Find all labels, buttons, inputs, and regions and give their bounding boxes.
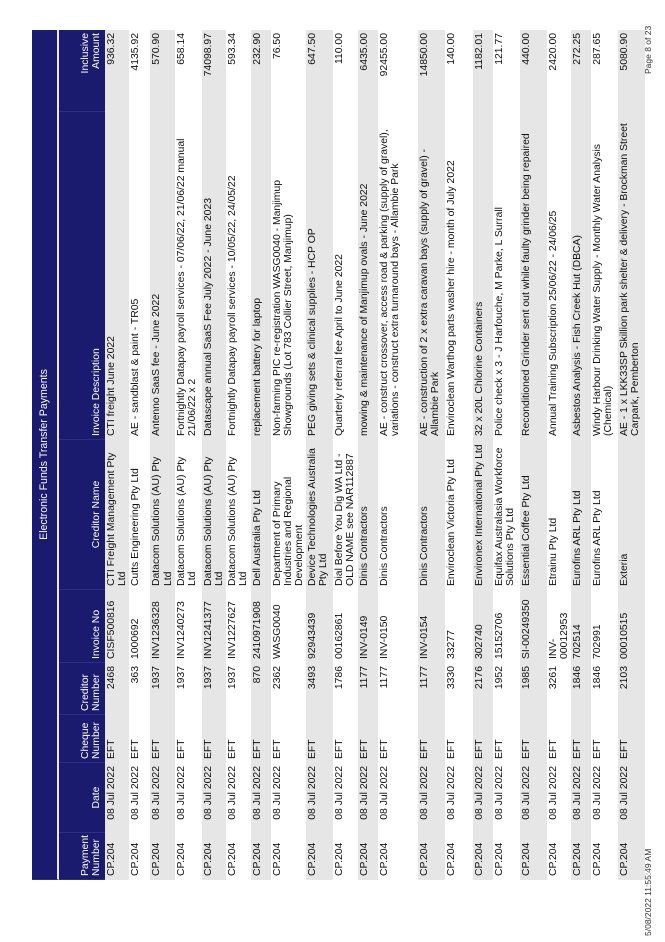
cell-date: 08 Jul 2022 [592,766,604,820]
cell-invoice-no: CISF500816 [105,590,129,663]
cell-payment-number: CP.204 [592,842,604,876]
column-header-row [59,30,105,880]
cell-creditor-number: 1952 [493,666,505,690]
cell-inclusive-amount: 4135.92 [130,33,142,71]
cell-inclusive-amount: 92455.00 [378,33,390,77]
cell-payment-number: CP.204 [445,842,457,876]
cell-invoice-description: Non-farming PIC re-registration WASG0040 - Manjimup Showgrounds (Lot 783 Collier Street, Manjimup) [271,179,294,436]
cell-date: 08 Jul 2022 [493,766,505,820]
cell-cheque-number: EFT [306,715,333,763]
table-row [251,30,271,880]
cell-invoice-description: Windy Harbour Drinking Water Supply - Monthly Water Analysis (Chemical) [592,144,615,436]
table-row [591,30,618,880]
cell-invoice-description: Fortnightly Datapay payroll services - 10/05/22, 24/05/22 [227,175,239,436]
col-creditor-name: Creditor Name [59,440,105,590]
cell-invoice-description: Reconditioned Grinder sent out while faulty grinder being repaired [520,112,547,440]
cell-creditor-name: Dinis Contractors [418,440,445,590]
cell-date: 08 Jul 2022 [306,763,333,833]
cell-creditor-number: 363 [130,666,142,684]
table-row [175,30,202,880]
cell-invoice-no: INV1240273 [175,601,187,659]
cell-creditor-number: 2362 [271,666,283,690]
cell-creditor-number: 3493 [306,663,333,715]
cell-payment-number: CP.204 [520,833,547,880]
cell-payment-number: CP.204 [493,842,505,876]
col-inclusive-amount: Inclusive Amount [59,30,105,112]
cell-payment-number: CP.204 [358,833,378,880]
cell-creditor-name: Datacom Solutions (AU) Pty Ltd [175,456,199,586]
cell-creditor-name: Datacom Solutions (AU) Pty Ltd [227,456,250,586]
cell-invoice-description: Datascape annual SaaS Fee July 2022 - June 2023 [202,112,226,440]
cell-inclusive-amount: 1182.01 [473,30,493,112]
cell-date: 08 Jul 2022 [473,763,493,833]
cell-date: 08 Jul 2022 [271,766,283,820]
cell-creditor-name: Cutts Engineering Pty Ltd [130,468,142,586]
cell-creditor-number: 1985 [520,663,547,715]
cell-payment-number: CP.204 [473,833,493,880]
cell-creditor-name: Essential Coffee Pty Ltd [520,440,547,590]
cell-payment-number: CP.204 [202,833,226,880]
cell-cheque-number: EFT [571,715,591,763]
col-invoice-description: Invoice Description [59,112,105,440]
cell-invoice-no: SI-00249350 [520,590,547,663]
cell-date: 08 Jul 2022 [150,763,174,833]
cell-inclusive-amount: 232.90 [251,30,271,112]
cell-cheque-number: EFT [202,715,226,763]
cell-creditor-name: Dell Australia Pty Ltd [251,440,271,590]
cell-invoice-description: 32 x 20L Chlorine Containers [473,112,493,440]
cell-date: 08 Jul 2022 [202,763,226,833]
cell-payment-number: CP.204 [130,842,142,876]
cell-invoice-description: Police check x 3 - J Harfouche, M Parke, L Surrall [493,207,505,436]
col-date: Date [59,763,105,833]
cell-cheque-number: EFT [251,715,271,763]
cell-invoice-description: Annual Training Subscription 25/06/22 - 24/06/25 [547,210,559,436]
cell-creditor-number: 1177 [418,663,445,715]
cell-inclusive-amount: 440.00 [520,30,547,112]
cell-creditor-number: 1786 [334,666,346,690]
cell-inclusive-amount: 14850.00 [418,30,445,112]
cell-date: 08 Jul 2022 [334,766,346,820]
cell-invoice-description: AE - construction of 2 x extra caravan bays (supply of gravel) - Allambie Park [418,112,445,440]
cell-invoice-no: 2410971908 [251,590,271,663]
cell-invoice-no: INV-0150 [378,615,390,659]
cell-creditor-number: 1937 [150,663,174,715]
cell-invoice-no: INV1241377 [202,590,226,663]
footer-page-number: Page 8 of 23 [643,25,653,74]
cell-payment-number: CP.204 [227,842,239,876]
cell-inclusive-amount: 287.65 [592,33,604,65]
cell-invoice-no: INV1236328 [150,590,174,663]
cell-creditor-name: Datacom Solutions (AU) Pty Ltd [150,440,174,590]
cell-payment-number: CP.204 [150,833,174,880]
cell-inclusive-amount: 121.77 [493,33,505,65]
table-row [271,30,307,880]
cell-payment-number: CP.204 [418,833,445,880]
cell-cheque-number: EFT [130,739,142,759]
col-cheque-number: Cheque Number [59,715,105,763]
table-row [226,30,250,880]
cell-creditor-number: 3330 [445,666,457,690]
cell-creditor-number: 2176 [473,663,493,715]
cell-invoice-no: INV-0149 [358,590,378,663]
cell-creditor-number: 1937 [202,663,226,715]
table-row [358,30,378,880]
cell-payment-number: CP.204 [306,833,333,880]
cell-invoice-no: 15152706 [493,612,505,659]
cell-date: 08 Jul 2022 [445,766,457,820]
col-creditor-number: Creditor Number [59,663,105,715]
cell-date: 08 Jul 2022 [618,763,645,833]
cell-cheque-number: EFT [378,739,390,759]
cell-invoice-no: WASG0040 [271,604,283,659]
table-row [378,30,418,880]
cell-cheque-number: EFT [227,739,239,759]
table-row [547,30,571,880]
cell-inclusive-amount: 658.14 [175,33,187,65]
cell-payment-number: CP.204 [571,833,591,880]
cell-creditor-name: Equifax Australasia Workforce Solutions Pty Ltd [493,447,516,586]
footer-timestamp: 5/08/2022 11:55:49 AM [643,848,653,936]
cell-cheque-number: EFT [547,739,559,759]
cell-invoice-description: CTI freight June 2022 [105,112,129,440]
cell-inclusive-amount: 110.00 [334,33,346,65]
cell-cheque-number: EFT [520,715,547,763]
cell-creditor-number: 2103 [618,663,645,715]
table-row [333,30,357,880]
cell-invoice-no: INV-0154 [418,590,445,663]
table-row [202,30,226,880]
table-row [618,30,645,880]
cell-cheque-number: EFT [592,739,604,759]
cell-date: 08 Jul 2022 [105,763,129,833]
cell-invoice-no: INV1227627 [227,601,239,659]
cell-payment-number: CP.204 [251,833,271,880]
cell-invoice-no: 1000692 [130,618,142,659]
cell-creditor-name: Exteria [618,440,645,590]
cell-cheque-number: EFT [358,715,378,763]
cell-date: 08 Jul 2022 [358,763,378,833]
eft-payments-table [32,30,645,880]
cell-date: 08 Jul 2022 [378,766,390,820]
cell-invoice-description: Antenno SaaS fee - June 2022 [150,112,174,440]
table-row [150,30,174,880]
col-invoice-no: Invoice No [59,590,105,663]
cell-cheque-number: EFT [150,715,174,763]
cell-date: 08 Jul 2022 [547,766,559,820]
cell-date: 08 Jul 2022 [227,766,239,820]
table-row [129,30,150,880]
cell-date: 08 Jul 2022 [571,763,591,833]
cell-inclusive-amount: 6435.00 [358,30,378,112]
cell-creditor-name: Device Technologies Australia Pty Ltd [306,440,333,590]
cell-payment-number: CP.204 [271,842,283,876]
cell-creditor-name: Etrainu Pty Ltd [547,517,559,586]
cell-invoice-description: Enviroclean Warthog parts washer hire - month of July 2022 [445,160,457,436]
cell-invoice-description: replacement battery for laptop [251,112,271,440]
cell-creditor-number: 1937 [227,666,239,690]
cell-date: 08 Jul 2022 [130,766,142,820]
cell-date: 08 Jul 2022 [520,763,547,833]
cell-inclusive-amount: 76.50 [271,33,283,60]
cell-creditor-name: CTI Freight Management Pty Ltd [105,440,129,590]
cell-creditor-name: Dial Before You Dig WA Ltd - OLD NAME see NAR112887 [334,453,357,586]
cell-inclusive-amount: 593.34 [227,33,239,65]
cell-invoice-no: INV-00012953 [547,612,570,659]
cell-invoice-no: 302740 [473,590,493,663]
cell-cheque-number: EFT [473,715,493,763]
cell-payment-number: CP.204 [618,833,645,880]
cell-payment-number: CP.204 [334,842,346,876]
table-row [473,30,493,880]
table-row [105,30,129,880]
cell-invoice-description: PEG giving sets & clinical supplies - HCP OP [306,112,333,440]
cell-inclusive-amount: 140.00 [445,33,457,65]
cell-invoice-no: 00010515 [618,590,645,663]
cell-invoice-no: 00162861 [334,612,346,659]
cell-creditor-name: Dinis Contractors [378,506,390,586]
cell-creditor-number: 3261 [547,666,559,690]
cell-invoice-no: 92943439 [306,590,333,663]
table-row [306,30,333,880]
cell-invoice-description: AE - construct crossover, access road & parking (supply of gravel), variations - construct extra turnaround bays - Allambie Park [378,129,401,436]
cell-cheque-number: EFT [445,739,457,759]
cell-inclusive-amount: 936.32 [105,30,129,112]
cell-creditor-number: 1846 [571,663,591,715]
cell-cheque-number: EFT [175,739,187,759]
col-payment-number: Payment Number [59,833,105,880]
cell-date: 08 Jul 2022 [175,766,187,820]
cell-creditor-name: Enviroclean Victoria Pty Ltd [445,459,457,586]
cell-payment-number: CP.204 [175,842,187,876]
cell-invoice-description: Asbestos Analysis - Fish Creek Hut (DBCA) [571,112,591,440]
table-row [445,30,473,880]
cell-inclusive-amount: 5080.90 [618,30,645,112]
cell-invoice-description: AE - sandblast & paint - TR05 [130,298,142,436]
cell-creditor-name: Department of Primary Industries and Regional Development [271,476,306,586]
cell-invoice-description: Fortnightly Datapay payroll services - 07/06/22, 21/06/22 manual 21/06/22 x 2 [175,138,199,436]
cell-payment-number: CP.204 [547,842,559,876]
cell-creditor-name: Datacom Solutions (AU) Pty Ltd [202,440,226,590]
cell-inclusive-amount: 570.90 [150,30,174,112]
cell-creditor-number: 1846 [592,666,604,690]
cell-creditor-name: Environex International Pty Ltd [473,440,493,590]
cell-invoice-no: 702514 [571,590,591,663]
report-title: Electronic Funds Transfer Payments [32,30,59,880]
cell-payment-number: CP.204 [378,842,390,876]
cell-creditor-number: 2468 [105,663,129,715]
cell-creditor-number: 1177 [378,666,390,689]
cell-creditor-name: Dinis Contractors [358,440,378,590]
cell-payment-number: CP.204 [105,833,129,880]
cell-invoice-description: AE - 1 x LKK33SP Skillion park shelter & delivery - Brockman Street Carpark, Pemberton [618,112,645,440]
table-row [571,30,591,880]
table-row [520,30,547,880]
cell-cheque-number: EFT [618,715,645,763]
table-row [418,30,445,880]
cell-invoice-no: 33277 [445,630,457,659]
cell-date: 08 Jul 2022 [418,763,445,833]
cell-date: 08 Jul 2022 [251,763,271,833]
cell-inclusive-amount: 74098.97 [202,30,226,112]
cell-creditor-number: 1937 [175,666,187,690]
cell-creditor-number: 870 [251,663,271,715]
cell-invoice-description: Quarterly referral fee April to June 2022 [334,254,346,436]
cell-cheque-number: EFT [334,739,346,759]
cell-invoice-description: mowing & maintenance of Manjimup ovals - June 2022 [358,112,378,440]
cell-inclusive-amount: 2420.00 [547,33,559,71]
cell-cheque-number: EFT [493,739,505,759]
cell-creditor-name: Eurofins ARL Pty Ltd [592,490,604,586]
cell-cheque-number: EFT [418,715,445,763]
cell-cheque-number: EFT [105,715,129,763]
cell-invoice-no: 702991 [592,624,604,659]
table-row [493,30,520,880]
cell-creditor-name: Eurofins ARL Pty Ltd [571,440,591,590]
cell-creditor-number: 1177 [358,663,378,715]
cell-inclusive-amount: 647.50 [306,30,333,112]
cell-inclusive-amount: 272.25 [571,30,591,112]
cell-cheque-number: EFT [271,739,283,759]
